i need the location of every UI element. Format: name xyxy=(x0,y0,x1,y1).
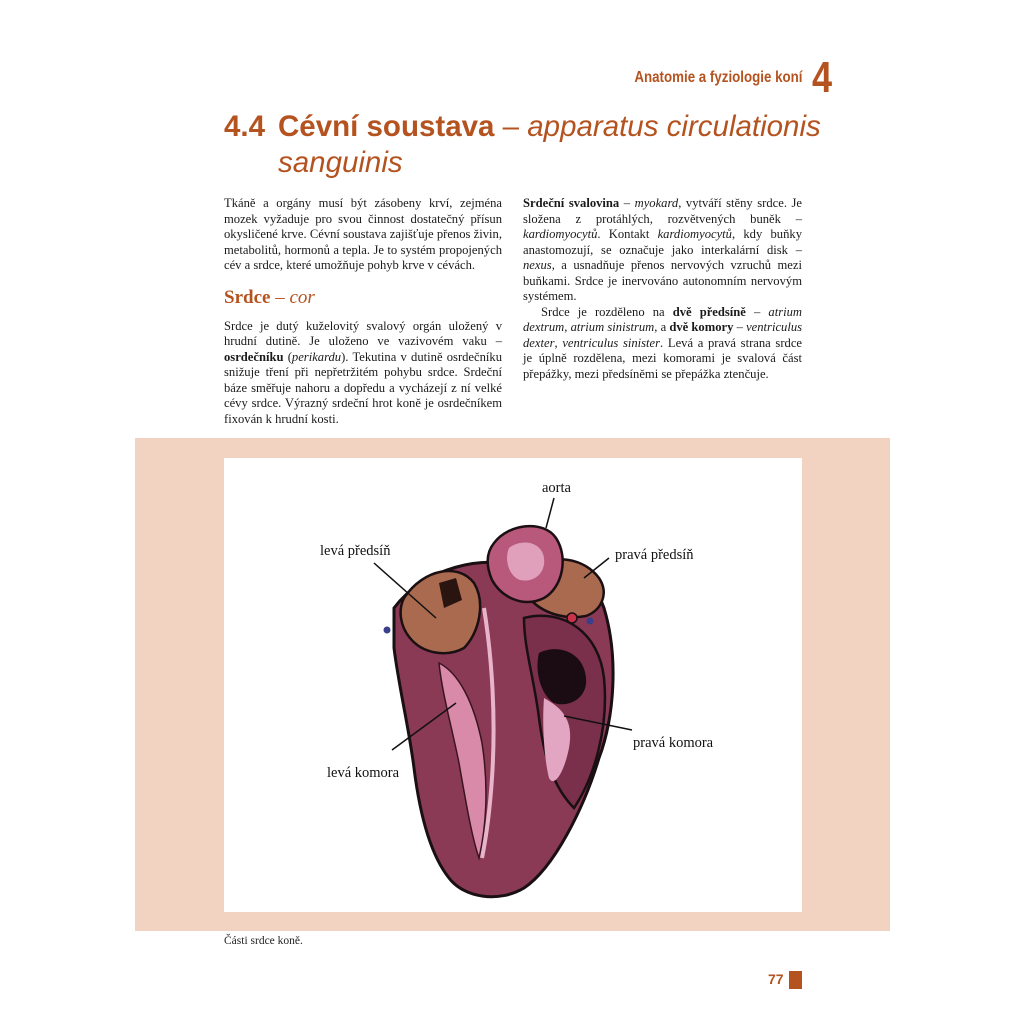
text-column-right xyxy=(523,196,802,382)
label-left-ventricle: levá komora xyxy=(327,765,400,781)
term-kardiomyocytu: kardiomyocytů xyxy=(657,227,732,241)
heart-paragraph-part2 xyxy=(523,196,802,305)
figure-caption: Části srdce koně. xyxy=(224,935,303,947)
vessel-opening-right-2 xyxy=(587,618,594,625)
figure-image-frame xyxy=(224,458,802,912)
term-osrdecnik: osrdečníku xyxy=(224,349,284,364)
page-number-marker xyxy=(789,971,802,989)
term-kardiomyocyty: kardiomyocytů xyxy=(523,227,598,241)
label-aorta: aorta xyxy=(542,480,571,496)
chapter-number: 4 xyxy=(812,53,833,102)
page-number: 77 xyxy=(768,971,784,987)
text-run: , vytváří stěny srdce. Je složena z protáhlých, rozvětvených buněk – xyxy=(523,196,802,226)
section-latin-line1: apparatus circulationis xyxy=(527,110,821,143)
term-atrium-dextrum: atrium dextrum xyxy=(523,304,802,334)
text-run: , xyxy=(554,335,563,350)
subheading-srdce xyxy=(224,287,502,309)
term-nexus: nexus xyxy=(523,258,552,272)
term-myokard: myokard xyxy=(634,196,679,210)
subheading-latin: cor xyxy=(289,286,315,308)
section-title-dash: – xyxy=(494,110,528,143)
text-run: – xyxy=(733,320,747,334)
text-run: – xyxy=(745,304,769,319)
vessel-opening-left xyxy=(384,627,391,634)
term-myokard-bold: Srdeční svalovina xyxy=(523,196,620,210)
term-perikard: perikardu xyxy=(291,349,342,364)
section-number: 4.4 xyxy=(224,110,266,143)
text-run: , a xyxy=(654,320,670,334)
label-right-atrium: pravá předsíň xyxy=(615,547,694,563)
term-predsine: dvě předsíně xyxy=(672,304,746,319)
text-run: , a usnadňuje přenos nervových vzruchů mezi buňkami. Srdce je inervováno autonomním nervovým systémem. xyxy=(523,258,802,303)
vessel-opening-right xyxy=(567,613,577,623)
leader-line-aorta xyxy=(546,498,554,528)
term-ventriculus-sinister: ventriculus sinister xyxy=(562,335,661,350)
term-komory: dvě komory xyxy=(669,320,734,334)
heart-illustration xyxy=(224,458,802,912)
section-title xyxy=(224,109,864,181)
heart-paragraph-part1 xyxy=(224,319,502,428)
text-run: , kdy buňky anastomozují, se označuje jako interkalární disk – xyxy=(523,227,802,257)
subheading-dash: – xyxy=(270,286,290,308)
text-run: , xyxy=(564,320,571,334)
term-atrium-sinistrum: atrium sinistrum xyxy=(570,320,655,334)
text-column-left xyxy=(224,196,502,427)
text-run: – xyxy=(619,196,635,210)
term-ventriculus-dexter: ventriculus dexter xyxy=(523,320,803,350)
text-run: ). Tekutina v dutině osrdečníku snižuje tření při nepřetržitém pohybu srdce. Srdeční báze směřuje nahoru a dopředu a vycházejí z ní velké cévy srdce. Výrazný srdeční hrot koně je osrdečníkem fixován k hrudní kosti. xyxy=(224,349,503,426)
text-run: . Levá a pravá strana srdce je úplně rozdělena, mezi komorami je svalová část přepážky, mezi předsíněmi se přepážka ztenčuje. xyxy=(523,335,802,381)
running-title: Anatomie a fyziologie koní xyxy=(633,69,802,86)
text-run: Srdce je dutý kuželovitý svalový orgán uložený v hrudní dutině. Je uloženo ve vazivovém vaku – xyxy=(224,318,502,348)
figure-panel xyxy=(135,438,890,931)
chambers-paragraph xyxy=(523,305,802,383)
section-latin-line2: sanguinis xyxy=(278,146,403,179)
text-run: Srdce je rozděleno na xyxy=(541,304,673,319)
section-title-text: Cévní soustava xyxy=(278,110,495,143)
text-run: ( xyxy=(283,349,292,364)
intro-paragraph: Tkáně a orgány musí být zásobeny krví, zejména mozek vyžaduje pro svou činnost dostatečný přísun okysličené krve. Cévní soustava zajišťuje přenos živin, metabolitů, hormonů a tepla. Je to systém propojených cév a srdce, které umožňuje pohyb krve v cévách. xyxy=(224,196,502,272)
subheading-title: Srdce xyxy=(224,286,271,308)
label-left-atrium: levá předsíň xyxy=(320,543,391,559)
label-right-ventricle: pravá komora xyxy=(633,735,714,751)
text-run: . Kontakt xyxy=(597,227,658,241)
